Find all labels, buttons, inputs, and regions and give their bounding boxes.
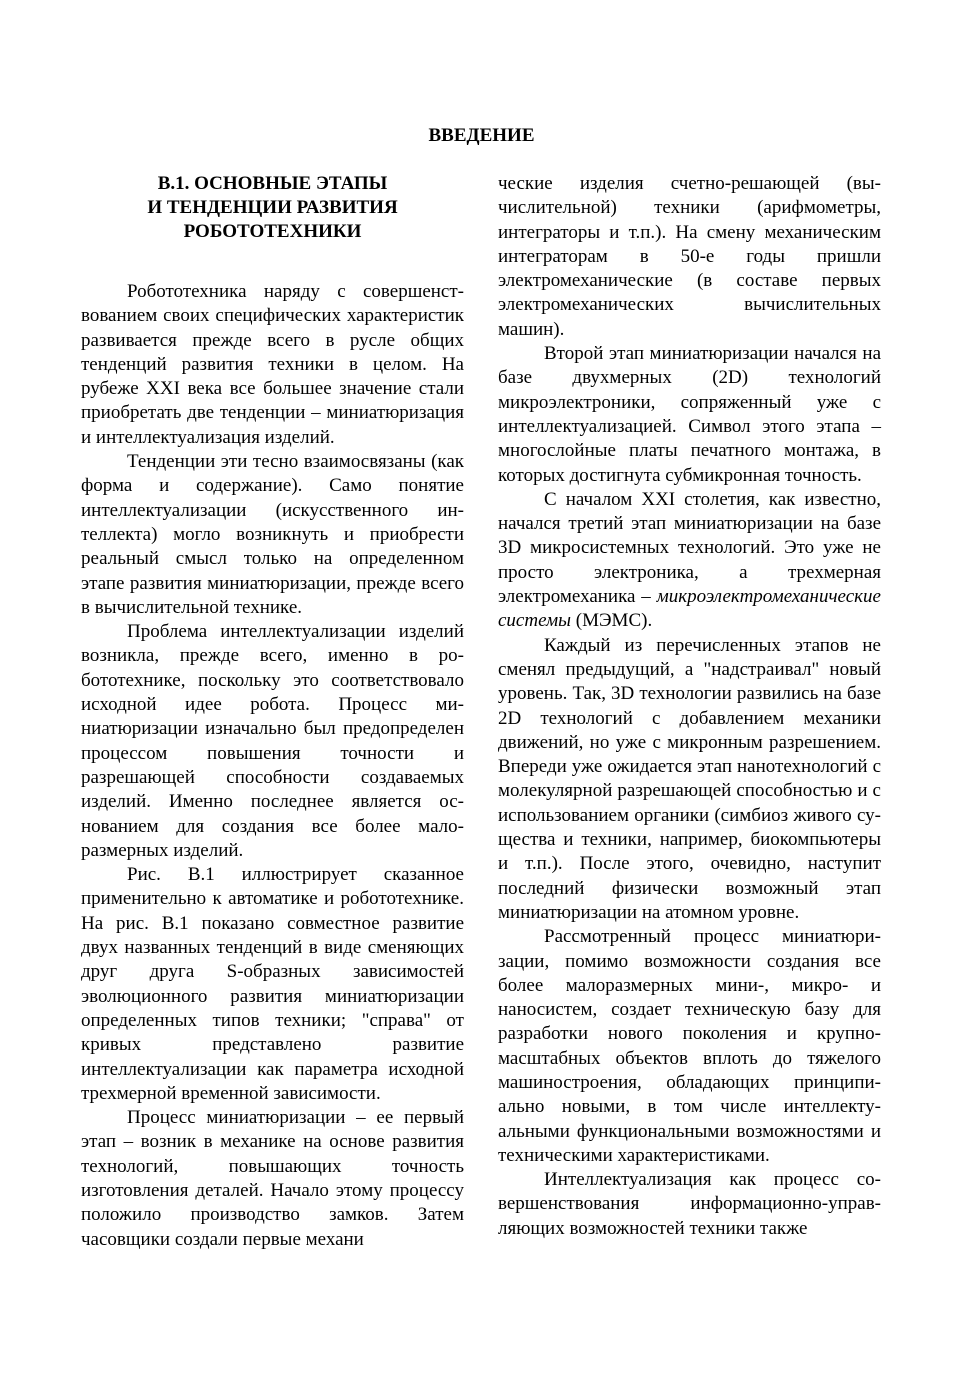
paragraph: Процесс миниатюризации – ее первый этап – возник в механике на основе развития технологий, повышающих точность изготовления деталей. Начало этому процессу положило производство замков. Затем часовщики создали первые механи [81, 1107, 464, 1250]
paragraph: Интеллектуализация как процесс совершенствования информационно-управляющих возможностей техники также [498, 1169, 881, 1239]
emphasis-term: микроэлектромеханические системы [498, 586, 881, 632]
paragraph: Проблема интеллектуализации изделий возникла, прежде всего, именно в робототехнике, поскольку это соответствовало исходной идее робота. Процесс миниатюризации изначально был предопределен процессом повышения точности и разрешающей способности создаваемых изделий. Именно последнее является основанием для создания все более малоразмерных изделий. [81, 621, 464, 861]
section-title [81, 172, 464, 244]
paragraph: Второй этап миниатюризации начался на базе двухмерных (2D) технологий микроэлектроники, сопряженный уже с интеллектуализацией. Символ этого этапа – многослойные платы печатного монтажа, в которых достигнута субмикронная точность. [498, 343, 881, 486]
page-heading: ВВЕДЕНИЕ [428, 125, 535, 146]
right-column [498, 172, 881, 1241]
section-title-line: В.1. ОСНОВНЫЕ ЭТАПЫ [157, 173, 388, 194]
paragraph: Рис. В.1 иллюстрирует сказанное применительно к автоматике и робототехнике. На рис. В.1 показано совместное развитие двух названных тенденций в виде сменяющих друг друга S-образных зависимостей эволюционного развития миниатюризации определенных типов техники; "справа" от кривых представлено развитие интеллектуализации как параметра исходной трехмерной временной зависимости. [81, 864, 464, 1104]
paragraph: Тенденции эти тесно взаимосвязаны (как форма и содержание). Само понятие интеллектуализации (искусственного интеллекта) могло возникнуть и приобрести реальный смысл только на определенном этапе развития миниатюризации, прежде всего в вычислительной технике. [81, 451, 464, 618]
paragraph-text: (МЭМС). [571, 610, 653, 632]
paragraph: Рассмотренный процесс миниатюризации, помимо возможности создания все более малоразмерных мини-, микро- и наносистем, создает техническую базу для разработки нового поколения и крупномасштабных объектов вплоть до тяжелого машиностроения, обладающих принципиально новыми, в том числе интеллектуальными функциональными возможностями и техническими характеристиками. [498, 926, 881, 1166]
left-column [81, 172, 464, 1252]
paragraph: Робототехника наряду с совершенствованием своих специфических характеристик развивается прежде всего в русле общих тенденций развития техники в целом. На рубеже XXI века все большее значение стали приобретать две тенденции – миниатюризация и интеллектуализация изделий. [81, 281, 464, 448]
paragraph [498, 488, 881, 634]
paragraph-text: С началом XXI столетия, как известно, начался третий этап миниатюризации на базе 3D микросистемных технологий. Это уже не просто электроника, а трехмерная электромеханика – [498, 488, 881, 608]
paragraph: Каждый из перечисленных этапов не сменял предыдущий, а "надстраивал" новый уровень. Так, 3D технологии развились на базе 2D технологий с добавлением механики движений, но уже с микронным разрешением. Впереди уже ожидается этап нанотехнологий с молекулярной разрешающей способностью и с использованием органики (симбиоз живого существа и техники, например, биокомпьютеры и т.п.). После этого, очевидно, наступит последний физически возможный этап миниатюризации на атомном уровне. [498, 634, 881, 923]
paragraph-continued: ческие изделия счетно-решающей (вычислительной) техники (арифмометры, интеграторы и т.п.). На смену механическим интеграторам в 50-е годы пришли электромеханические (в составе первых электромеханических вычислительных машин). [498, 173, 881, 340]
section-title-line: И ТЕНДЕНЦИИ РАЗВИТИЯ [147, 197, 398, 218]
section-title-line: РОБОТОТЕХНИКИ [183, 221, 362, 242]
